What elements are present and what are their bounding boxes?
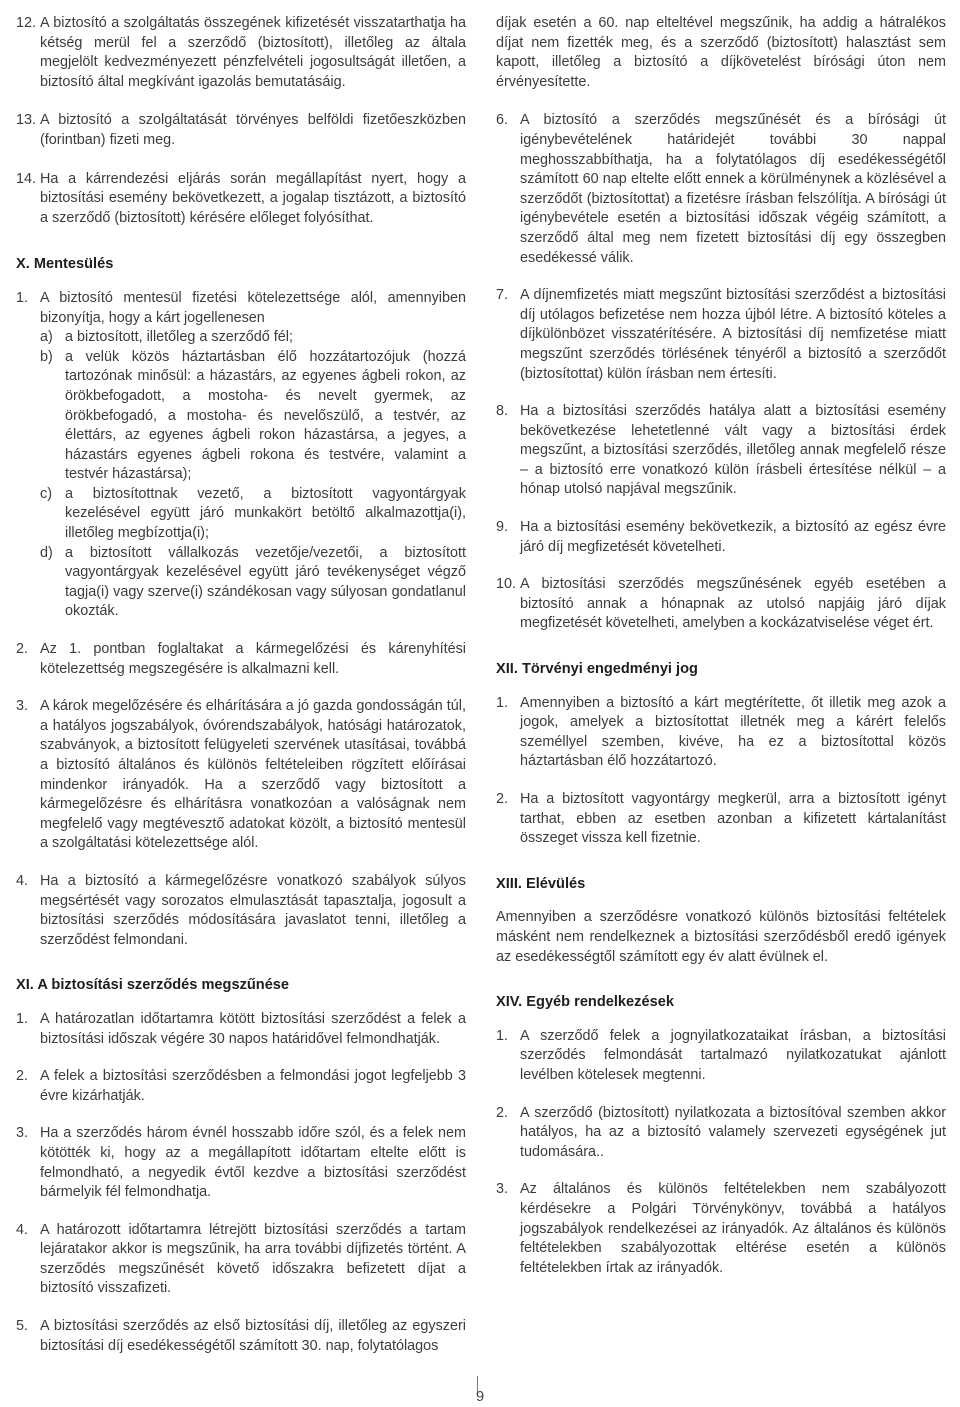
- sub-text: a biztosítottnak vezető, a biztosított vagyontárgyak kezelésével együtt járó munkakört betöltő alkalmazottja(i), illetőleg megbízottja(i);: [65, 485, 466, 542]
- item-number: 12.: [16, 15, 37, 31]
- item-number: 2.: [496, 1104, 509, 1121]
- sub-letter: a): [40, 329, 53, 346]
- item-number: 4.: [16, 1221, 29, 1238]
- continued-paragraph: díjak esetén a 60. nap elteltével megszűnik, ha addig a hátralékos díjat nem fizették meg, és a szerződő (biztosított) halasztást sem kapott, illetőleg a biztosító a díjkövetelést bírósági úton nem érvényesítette.: [496, 15, 946, 90]
- item-text: A felek a biztosítási szerződésben a felmondási jogot legfeljebb 3 évre kizárhatják.: [40, 1068, 466, 1104]
- item-number: 6.: [496, 112, 509, 129]
- section-heading-xiii: XIII. Elévülés: [496, 875, 586, 892]
- left-column: [16, 14, 466, 1356]
- paragraph-xi4: [16, 1221, 466, 1299]
- item-text: A biztosító a szolgáltatását törvényes belföldi fizetőeszközben (forintban) fizeti meg.: [40, 112, 466, 148]
- sub-letter: b): [40, 348, 53, 365]
- item-number: 1.: [496, 694, 509, 711]
- paragraph-xii1: [496, 694, 946, 772]
- item-number: 5.: [16, 1318, 29, 1335]
- paragraph-xi9: [496, 518, 946, 557]
- item-number: 1.: [16, 1010, 29, 1027]
- sub-text: a velük közös háztartásban élő hozzátartozójuk (hozzá tartozónak minősül: a házastárs, az egyenes ágbeli rokon, az örökbefogadott, a mostoha- és nevelt gyermek, az örökbefogadó, a mostoha- és nevelőszülő, a testvér, az élettárs, az egyenes ágbeli rokon házastársa, a jegyes, a házastárs egyenes ágbeli rokona és testvére, valamint a testvér házastársa);: [65, 348, 466, 483]
- page-number-text: 9: [475, 1388, 485, 1405]
- sub-text: a biztosított vállalkozás vezetője/vezetői, a biztosított vagyontárgyak kezelésével együtt járó tevékenységet végző tagja(i) vagy szerve(i) szándékosan vagy súlyosan gondatlanul okozták.: [65, 544, 466, 620]
- page-number: [0, 1387, 960, 1407]
- item-number: 10.: [496, 576, 517, 593]
- item-text: A szerződő felek a jognyilatkozataikat írásban, a biztosítási szerződés felmondását tartalmazó nyilatkozatukat ajánlott levélben kötelesek megtenni.: [520, 1027, 946, 1083]
- paragraph-xi1: [16, 1010, 466, 1049]
- item-text: A szerződő (biztosított) nyilatkozata a biztosítóval szemben akkor hatályos, ha az a biztosító valamely szervezeti egységének jut tudomására..: [520, 1104, 946, 1160]
- paragraph-xi3: [16, 1124, 466, 1202]
- item-number: 13.: [16, 112, 37, 129]
- item-number: 7.: [496, 287, 509, 304]
- paragraph-13: [16, 111, 466, 150]
- sub-item-a: [16, 328, 466, 348]
- sub-letter: c): [40, 485, 52, 502]
- item-number: 3.: [496, 1181, 509, 1198]
- item-text: Ha a biztosított vagyontárgy megkerül, arra a biztosított igényt tarthat, ebben az esetben azonban a kifizetett kártalanítást összeget vissza kell fizetnie.: [520, 791, 946, 847]
- item-text: A biztosító mentesül fizetési kötelezettsége alól, amennyiben bizonyítja, hogy a kárt jogellenesen: [40, 289, 466, 326]
- sub-item-c: [16, 485, 466, 544]
- paragraph-x2: [16, 640, 466, 679]
- item-text: A határozott időtartamra létrejött biztosítási szerződés a tartam lejáratakor akkor is megszűnik, ha arra további díjfizetés történt. A szerződés megszűnését követő időszakra befizetett díjat a biztosító visszafizeti.: [40, 1221, 466, 1297]
- sub-letter: d): [40, 544, 53, 561]
- section-heading-xi: XI. A biztosítási szerződés megszűnése: [16, 977, 290, 994]
- paragraph-xi10: [496, 575, 946, 634]
- item-number: 1.: [16, 289, 29, 306]
- paragraph-xi2: [16, 1067, 466, 1106]
- item-number: 8.: [496, 403, 509, 420]
- paragraph-14: [16, 170, 466, 229]
- paragraph-x4: [16, 872, 466, 950]
- section-heading-xiv: XIV. Egyéb rendelkezések: [496, 994, 674, 1011]
- item-text: A biztosítási szerződés megszűnésének egyéb esetében a biztosító annak a hónapnak az utolsó napjáig járó díjak megfizetését követelheti, amelyben a kockázatviselése véget ért.: [520, 576, 946, 632]
- sub-item-b: [16, 348, 466, 485]
- item-text: Ha a szerződés három évnél hosszabb időre szól, és a felek nem kötötték ki, hogy az a megállapított időtartam eltelte előtt is felmondható, a negyedik évtől kezdve a biztosítási szerződést bármelyik fél felmondhatja.: [40, 1125, 466, 1201]
- paragraph-x3: [16, 697, 466, 854]
- item-text: Ha a biztosító a kármegelőzésre vonatkozó szabályok súlyos megsértését vagy sorozatos elmulasztását tapasztalja, jogosult a biztosítási szerződés módosítására javaslatot tenni, illetőleg a szerződést felmondani.: [40, 872, 466, 948]
- item-text: A biztosító a szerződés megszűnését és a bírósági út igénybevételének határidejét további 30 nappal meghosszabbíthatja, ha a folytatólagos díj esedékességétől számított 60 nap eltelte előtt ennek a körülménynek a közlésével a szerződőt (biztosítottat) a fizetésre írásban felszólítja. A bírósági út igénybevétele esetén a biztosítási időszak végéig számított, a szerződő által meg nem fizetett biztosítási díj egy összegben esedékessé válik.: [520, 112, 946, 266]
- paragraph-xi7: [496, 286, 946, 384]
- sub-item-d: [16, 544, 466, 622]
- paragraph-xiv3: [496, 1180, 946, 1278]
- paragraph-xi5: [16, 1317, 466, 1356]
- sub-text: a biztosított, illetőleg a szerződő fél;: [65, 329, 293, 346]
- paragraph-xii2: [496, 790, 946, 849]
- item-text: A határozatlan időtartamra kötött biztosítási szerződést a felek a biztosítási időszak végére 30 napos határidővel felmondhatják.: [40, 1010, 466, 1047]
- item-text: Ha a biztosítási esemény bekövetkezik, a biztosító az egész évre járó díj megfizetését követelheti.: [520, 519, 946, 555]
- item-number: 1.: [496, 1027, 509, 1044]
- right-column: [496, 14, 946, 1278]
- item-number: 3.: [16, 1125, 29, 1142]
- section-heading-x: X. Mentesülés: [16, 256, 114, 273]
- section-heading-xii: XII. Törvényi engedményi jog: [496, 661, 698, 678]
- item-text: Ha a kárrendezési eljárás során megállapítást nyert, hogy a biztosítási esemény bekövetkezett, a jogalap tisztázott, a biztosító a szerződő (biztosított) kérésére előleget folyósíthat.: [40, 170, 466, 226]
- item-text: A biztosítási szerződés az első biztosítási díj, illetőleg az egyszeri biztosítási díj esedékességétől számított 30. nap, folytatólagos: [40, 1318, 466, 1354]
- item-text: A biztosító a szolgáltatás összegének kifizetését visszatarthatja ha kétség merül fel a szerződő (biztosított), illetőleg az általa megjelölt kedvezményezett pénzfelvételi jogosultságát illetően, a biztosító által megkívánt igazolás bemutatásáig.: [40, 15, 466, 90]
- item-text: A károk megelőzésére és elhárítására a jó gazda gondosságán túl, a hatályos jogszabályok, óvórendszabályok, hatósági határozatok, szabványok, a biztosított felügyeleti szervének utasításai, továbbá a biztosító általános és különös feltételeiben rögzített előírásai mindenkor irányadók. Ha a szerződő vagy biztosított a kármegelőzésre és elhárításra vonatkozóan a valóságnak nem megfelelő vagy megtévesztő adatokat közölt, a biztosító mentesül a szolgáltatási kötelezettsége alól.: [40, 698, 466, 852]
- item-number: 2.: [16, 641, 29, 658]
- item-text: Az 1. pontban foglaltakat a kármegelőzési és kárenyhítési kötelezettség megszegésére is alkalmazni kell.: [40, 641, 466, 677]
- item-number: 4.: [16, 872, 29, 889]
- item-text: Amennyiben a biztosító a kárt megtérítette, őt illetik meg azok a jogok, amelyek a biztosítottat illetnék meg a kárért felelős személlyel szemben, kivéve, ha ez a biztosítottal közös háztartásban élő hozzátartozó.: [520, 694, 946, 770]
- item-number: 2.: [496, 791, 509, 807]
- paragraph-xiv1: [496, 1027, 946, 1086]
- paragraph-xiv2: [496, 1104, 946, 1163]
- paragraph-xi6: [496, 111, 946, 268]
- item-text: Ha a biztosítási szerződés hatálya alatt a biztosítási esemény bekövetkezése lehetetlenné vált vagy a biztosítási érdek megszűnt, a biztosítási szerződés, illetőleg annak megfelelő része – a biztosító erre vonatkozó külön írásbeli értesítése nélkül – a hónap utolsó napjával megszűnik.: [520, 403, 946, 498]
- item-number: 2.: [16, 1068, 29, 1085]
- item-number: 14.: [16, 170, 37, 187]
- paragraph-x1: [16, 289, 466, 328]
- item-number: 9.: [496, 519, 509, 536]
- item-number: 3.: [16, 698, 29, 715]
- item-text: Az általános és különös feltételekben nem szabályozott kérdésekre a Polgári Törvénykönyv, továbbá a hatályos jogszabályok rendelkezései az irányadók. Az általános és különös feltételekben szabályozottak eltérése esetén a különös feltételekben írtak az irányadók.: [520, 1181, 946, 1276]
- paragraph-xiii: Amennyiben a szerződésre vonatkozó különös biztosítási feltételek másként nem rendelkeznek a biztosítási szerződésből eredő igények az esedékességtől számított egy év alatt évülnek el.: [496, 909, 946, 965]
- paragraph-12: [16, 14, 466, 92]
- paragraph-xi8: [496, 402, 946, 500]
- item-text: A díjnemfizetés miatt megszűnt biztosítási szerződést a biztosítási díj utólagos befizetése nem hozza újból létre. A biztosító köteles a díjkülönbözet visszatérítésére. A biztosítási díj nemfizetése miatt megszűnt szerződés törlésének tényéről a biztosító a szerződőt (biztosítottat) külön írásban nem értesíti.: [520, 287, 946, 382]
